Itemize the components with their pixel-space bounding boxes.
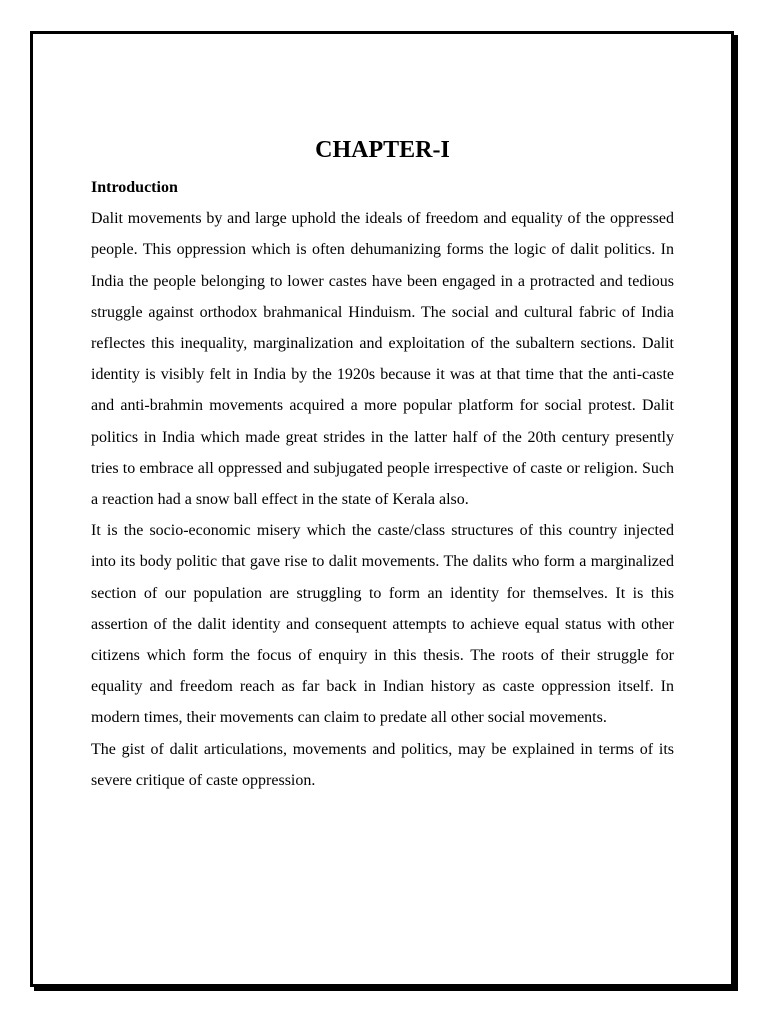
paragraph-3: The gist of dalit articulations, movements and politics, may be explained in terms of its severe critique of caste oppression. xyxy=(91,740,674,789)
paragraph-2: It is the socio-economic misery which the caste/class structures of this country injected into its body politic that gave rise to dalit movements. The dalits who form a marginalized section of our population are struggling to form an identity for themselves. It is this assertion of the dalit identity and consequent attempts to achieve equal status with other citizens which form the focus of enquiry in this thesis. The roots of their struggle for equality and freedom reach as far back in Indian history as caste oppression itself. In modern times, their movements can claim to predate all other social movements. xyxy=(91,522,674,727)
chapter-title: CHAPTER-I xyxy=(315,137,450,163)
paragraph-1: Dalit movements by and large uphold the ideals of freedom and equality of the oppressed people. This oppression which is often dehumanizing forms the logic of dalit politics. In India the people belonging to lower castes have been engaged in a protracted and tedious struggle against orthodox brahmanical Hinduism. The social and cultural fabric of India reflectes this inequality, marginalization and exploitation of the subaltern sections. Dalit identity is visibly felt in India by the 1920s because it was at that time that the anti-caste and anti-brahmin movements acquired a more popular platform for social protest. Dalit politics in India which made great strides in the latter half of the 20th century presently tries to embrace all oppressed and subjugated people irrespective of caste or religion. Such a reaction had a snow ball effect in the state of Kerala also. xyxy=(91,210,674,509)
document-body xyxy=(91,132,674,796)
section-heading: Introduction xyxy=(91,179,178,196)
